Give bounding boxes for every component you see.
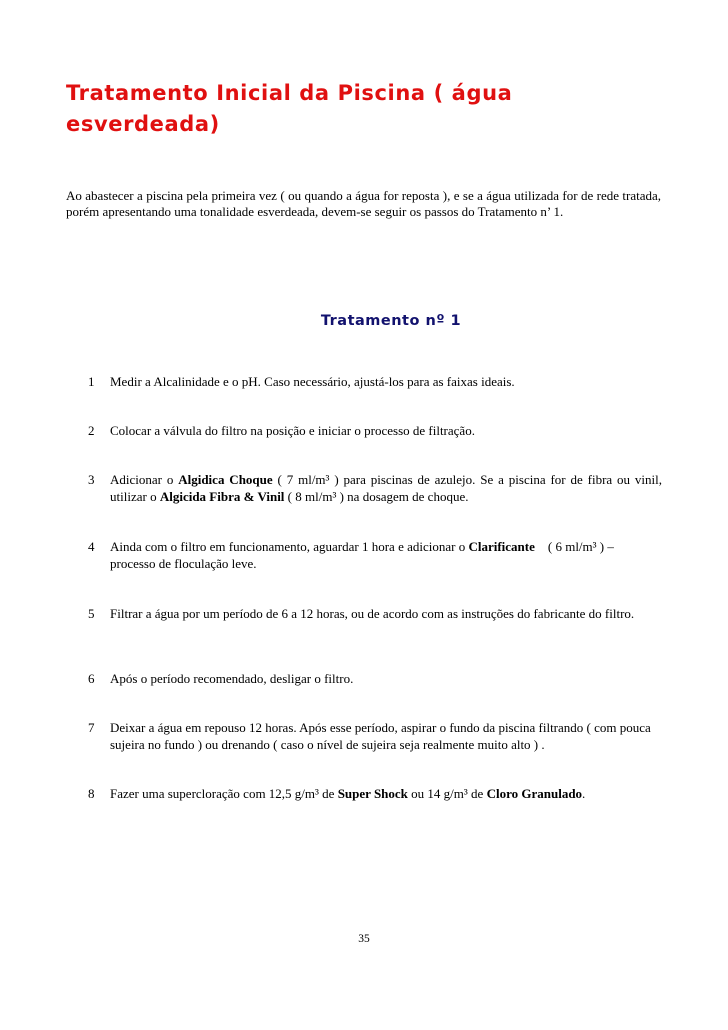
step-text: Fazer uma supercloração com 12,5 g/m³ de Super Shock ou 14 g/m³ de Cloro Granulado. bbox=[110, 786, 586, 801]
section-subtitle: Tratamento nº 1 bbox=[320, 313, 462, 329]
step-number: 7 bbox=[88, 720, 95, 735]
page-title: Tratamento Inicial da Piscina ( água esverdeada) bbox=[66, 81, 513, 136]
step-text: Colocar a válvula do filtro na posição e iniciar o processo de filtração. bbox=[110, 423, 475, 438]
step-number: 3 bbox=[88, 472, 95, 487]
product-name: Algicida Fibra & Vinil bbox=[159, 489, 285, 504]
step-text: Após o período recomendado, desligar o filtro. bbox=[110, 671, 354, 686]
step-number: 1 bbox=[88, 374, 95, 389]
step-number: 8 bbox=[88, 786, 95, 801]
step-text: Adicionar o Algidica Choque ( 7 ml/m³ ) para piscinas de azulejo. Se a piscina for de fibra ou vinil, utilizar o Algicida Fibra & Vinil ( 8 ml/m³ ) na dosagem de choque. bbox=[110, 472, 662, 504]
product-name: Algidica Choque bbox=[178, 472, 273, 487]
page-number: 35 bbox=[358, 933, 370, 945]
step-text: Filtrar a água por um período de 6 a 12 horas, ou de acordo com as instruções do fabricante do filtro. bbox=[110, 606, 635, 621]
step-text: Medir a Alcalinidade e o pH. Caso necessário, ajustá-los para as faixas ideais. bbox=[110, 374, 515, 389]
product-name: Clarificante bbox=[468, 539, 535, 554]
product-name: Cloro Granulado bbox=[486, 786, 583, 801]
step-number: 4 bbox=[88, 539, 95, 554]
intro-paragraph: Ao abastecer a piscina pela primeira vez ( ou quando a água for reposta ), e se a água utilizada for de rede tratada, porém apresentando uma tonalidade esverdeada, devem-se seguir os passos do Tratamento n’ 1. bbox=[66, 188, 661, 219]
product-name: Super Shock bbox=[337, 786, 408, 801]
step-text: Deixar a água em repouso 12 horas. Após esse período, aspirar o fundo da piscina filtrando ( com pouca sujeira no fundo ) ou drenando ( caso o nível de sujeira seja realmente muito alto ) . bbox=[110, 720, 651, 752]
step-number: 2 bbox=[88, 423, 95, 438]
step-number: 5 bbox=[88, 606, 95, 621]
step-number: 6 bbox=[88, 671, 95, 686]
step-text: Ainda com o filtro em funcionamento, aguardar 1 hora e adicionar o Clarificante ( 6 ml/m³ ) – processo de floculação leve. bbox=[110, 539, 618, 571]
